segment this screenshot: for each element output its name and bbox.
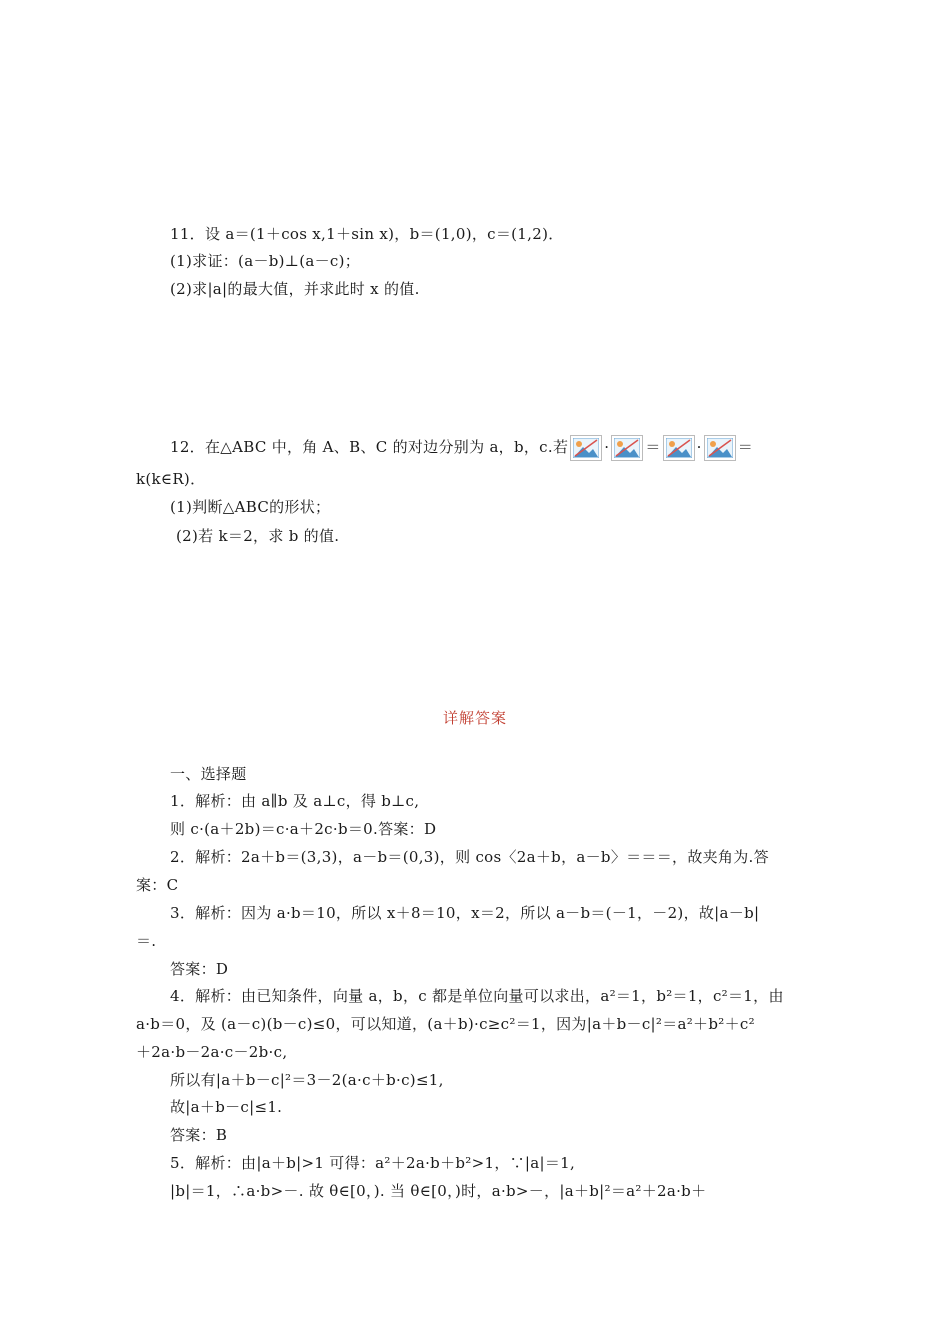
dot-operator: · xyxy=(696,438,702,456)
equals-sign: ＝ xyxy=(737,438,754,456)
broken-image-icon xyxy=(611,435,643,461)
answer-3-line1: 3．解析：因为 a·b＝10，所以 x＋8＝10，x＝2，所以 a－b＝(－1，－2)，故|a－b| xyxy=(170,904,760,922)
answer-4-line4: 所以有|a＋b－c|²＝3－2(a·c＋b·c)≤1, xyxy=(170,1071,444,1089)
equals-sign: ＝ xyxy=(645,438,661,456)
q12-part1: (1)判断△ABC的形状； xyxy=(170,498,331,516)
answer-5-line2: |b|＝1，∴a·b>－. 故 θ∈[0，). 当 θ∈[0，)时，a·b>－，|a＋b|²＝a²＋2a·b＋ xyxy=(170,1182,707,1200)
answer-3-line2: ＝. xyxy=(136,932,157,950)
answer-4-line1: 4．解析：由已知条件，向量 a，b，c 都是单位向量可以求出，a²＝1，b²＝1，c²＝1，由 xyxy=(170,987,784,1005)
answer-2-line1: 2．解析：2a＋b＝(3,3)，a－b＝(0,3)，则 cos〈2a＋b，a－b〉＝＝＝，故夹角为.答 xyxy=(170,848,769,866)
broken-image-icon xyxy=(704,435,736,461)
q11-stem: 11．设 a＝(1＋cos x,1＋sin x)，b＝(1,0)，c＝(1,2)． xyxy=(170,225,564,243)
section-heading: 一、选择题 xyxy=(170,765,247,783)
broken-image-icon xyxy=(570,435,602,461)
q11-part2: (2)求|a|的最大值，并求此时 x 的值. xyxy=(170,280,420,298)
broken-image-icon xyxy=(663,435,695,461)
answer-3-line3: 答案：D xyxy=(170,960,229,978)
answer-5-line1: 5．解析：由|a＋b|>1 可得：a²＋2a·b＋b²>1，∵|a|＝1, xyxy=(170,1154,576,1172)
dot-operator: · xyxy=(604,438,610,456)
answer-4-line2: a·b＝0，及 (a－c)(b－c)≤0，可以知道，(a＋b)·c≥c²＝1，因为|a＋b－c|²＝a²＋b²＋c² xyxy=(136,1015,755,1033)
answer-1-line2: 则 c·(a＋2b)＝c·a＋2c·b＝0.答案：D xyxy=(170,820,437,838)
q12-stem-text: 12．在△ABC 中，角 A、B、C 的对边分别为 a，b，c.若 xyxy=(170,438,569,456)
q12-stem-line1 xyxy=(170,435,753,461)
q12-part2: (2)若 k＝2，求 b 的值. xyxy=(176,527,340,545)
answers-title: 详解答案 xyxy=(442,709,507,727)
q12-stem-line2: k(k∈R)． xyxy=(136,470,206,488)
answer-4-line6: 答案：B xyxy=(170,1126,228,1144)
q11-part1: (1)求证：(a－b)⊥(a－c)； xyxy=(170,252,361,270)
answer-1-line1: 1．解析：由 a∥b 及 a⊥c，得 b⊥c, xyxy=(170,792,420,810)
answer-2-line2: 案：C xyxy=(136,876,179,894)
answer-4-line3: ＋2a·b－2a·c－2b·c, xyxy=(136,1043,288,1061)
answer-4-line5: 故|a＋b－c|≤1. xyxy=(170,1098,283,1116)
